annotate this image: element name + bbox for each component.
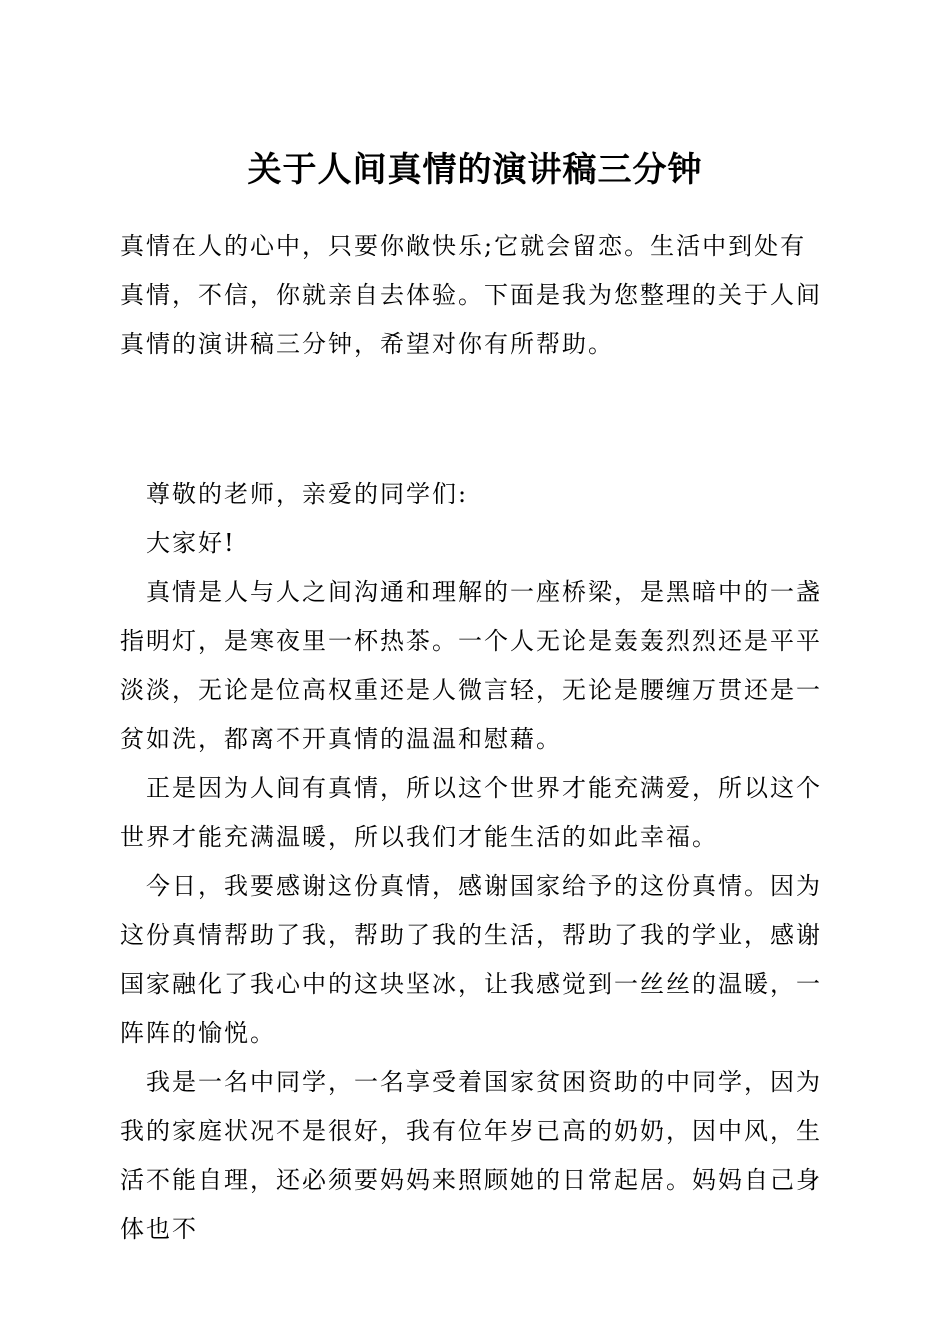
speech-body: [120, 470, 832, 1254]
body-paragraph: 正是因为人间有真情，所以这个世界才能充满爱，所以这个世界才能充满温暖，所以我们才能生活的如此幸福。: [120, 774, 822, 851]
body-paragraph: 今日，我要感谢这份真情，感谢国家给予的这份真情。因为这份真情帮助了我，帮助了我的生活，帮助了我的学业，感谢国家融化了我心中的这块坚冰，让我感觉到一丝丝的温暖，一阵阵的愉悦。: [120, 872, 822, 1047]
body-paragraph: 真情是人与人之间沟通和理解的一座桥梁，是黑暗中的一盏指明灯，是寒夜里一杯热茶。一个人无论是轰轰烈烈还是平平淡淡，无论是位高权重还是人微言轻，无论是腰缠万贯还是一贫如洗，都离不开真情的温温和慰藉。: [120, 578, 822, 753]
intro-paragraph: 真情在人的心中，只要你敞快乐;它就会留恋。生活中到处有真情，不信，你就亲自去体验。下面是我为您整理的关于人间真情的演讲稿三分钟，希望对你有所帮助。: [120, 232, 822, 358]
body-paragraph: 我是一名中同学，一名享受着国家贫困资助的中同学，因为我的家庭状况不是很好，我有位年岁已高的奶奶，因中风，生活不能自理，还必须要妈妈来照顾她的日常起居。妈妈自己身体也不: [120, 1068, 822, 1243]
document-title: 关于人间真情的演讲稿三分钟: [247, 150, 703, 190]
salutation: 尊敬的老师，亲爱的同学们:: [146, 480, 469, 508]
greeting: 大家好!: [146, 529, 236, 557]
